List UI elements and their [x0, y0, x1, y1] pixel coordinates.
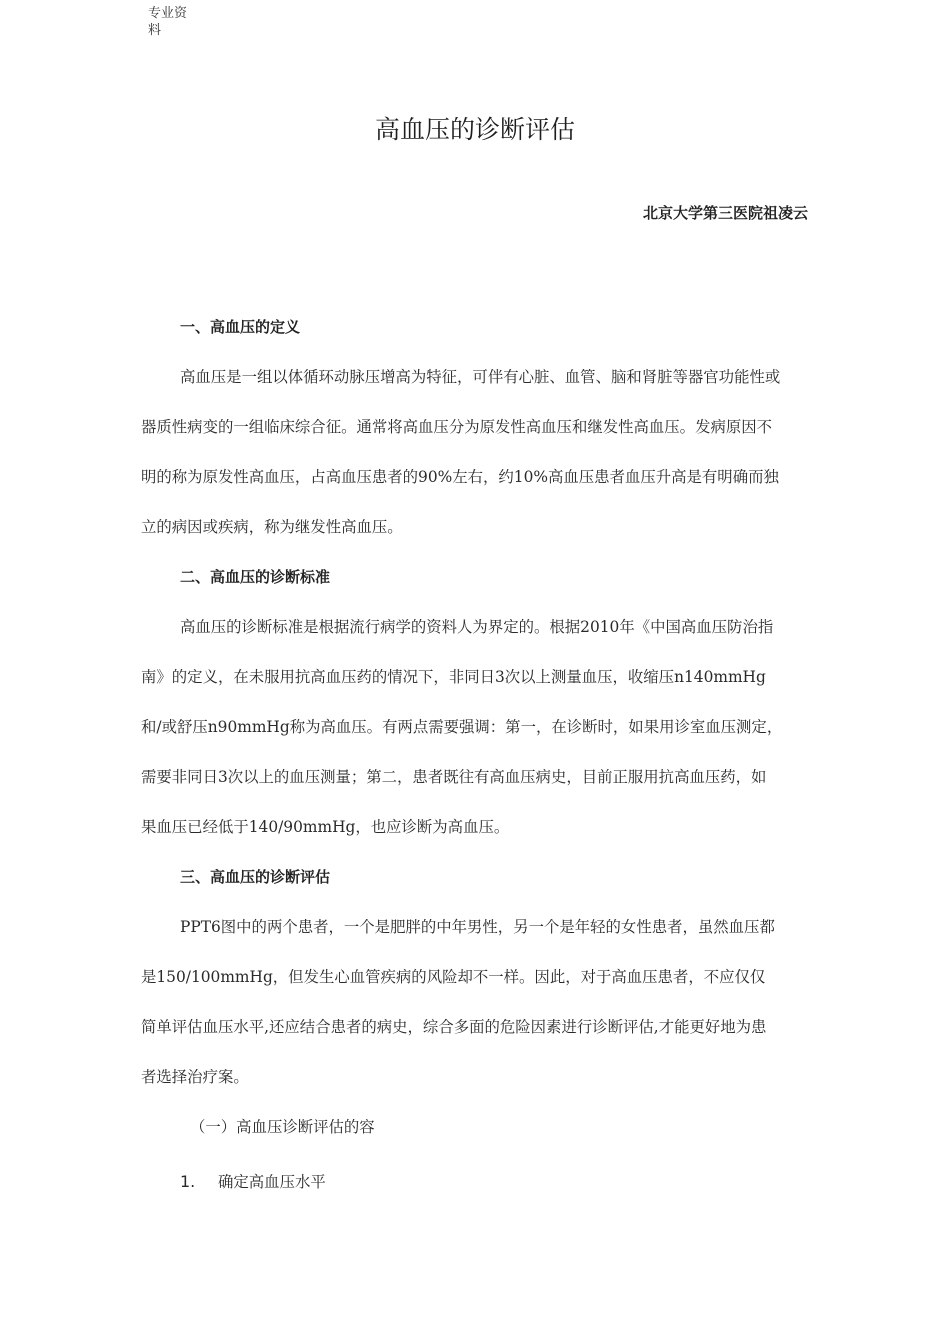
paragraph-line: 需要非同日3次以上的血压测量；第二，患者既往有高血压病史，目前正服用抗高血压药，如	[141, 768, 767, 786]
paragraph-line: 南》的定义，在未服用抗高血压药的情况下，非同日3次以上测量血压，收缩压n140mmHg	[141, 668, 766, 686]
paragraph-line: 高血压的诊断标准是根据流行病学的资料人为界定的。根据2010年《中国高血压防治指	[180, 618, 774, 636]
paragraph-line: 器质性病变的一组临床综合征。通常将高血压分为原发性高血压和继发性高血压。发病原因不	[141, 418, 773, 436]
paragraph-line: 者选择治疗案。	[141, 1068, 249, 1086]
paragraph-line: 明的称为原发性高血压，占高血压患者的90%左右，约10%高血压患者血压升高是有明确而独	[141, 468, 779, 486]
document-title: 高血压的诊断评估	[374, 115, 575, 144]
paragraph-line: PPT6图中的两个患者，一个是肥胖的中年男性，另一个是年轻的女性患者，虽然血压都	[180, 918, 775, 936]
document-author: 北京大学第三医院祖凌云	[642, 204, 808, 222]
list-item-text: 确定高血压水平	[218, 1173, 326, 1191]
section-heading-assessment: 三、高血压的诊断评估	[180, 868, 331, 886]
sub-heading-contents: （一）高血压诊断评估的容	[190, 1118, 375, 1136]
header-mark: 专业资料	[148, 6, 188, 38]
section-heading-criteria: 二、高血压的诊断标准	[180, 568, 331, 586]
paragraph-line: 立的病因或疾病，称为继发性高血压。	[141, 518, 403, 536]
paragraph-line: 和/或舒压n90mmHg称为高血压。有两点需要强调：第一，在诊断时，如果用诊室血压测定，	[141, 718, 783, 736]
paragraph-line: 果血压已经低于140/90mmHg，也应诊断为高血压。	[141, 818, 510, 836]
section-heading-definition: 一、高血压的定义	[180, 318, 301, 336]
paragraph-line: 简单评估血压水平,还应结合患者的病史，综合多面的危险因素进行诊断评估,才能更好地为患	[141, 1018, 767, 1036]
paragraph-line: 高血压是一组以体循环动脉压增高为特征，可伴有心脏、血管、脑和肾脏等器官功能性或	[180, 368, 781, 386]
list-item-number: 1.	[180, 1172, 196, 1191]
paragraph-line: 是150/100mmHg，但发生心血管疾病的风险却不一样。因此，对于高血压患者，不应仅仅	[141, 968, 766, 986]
